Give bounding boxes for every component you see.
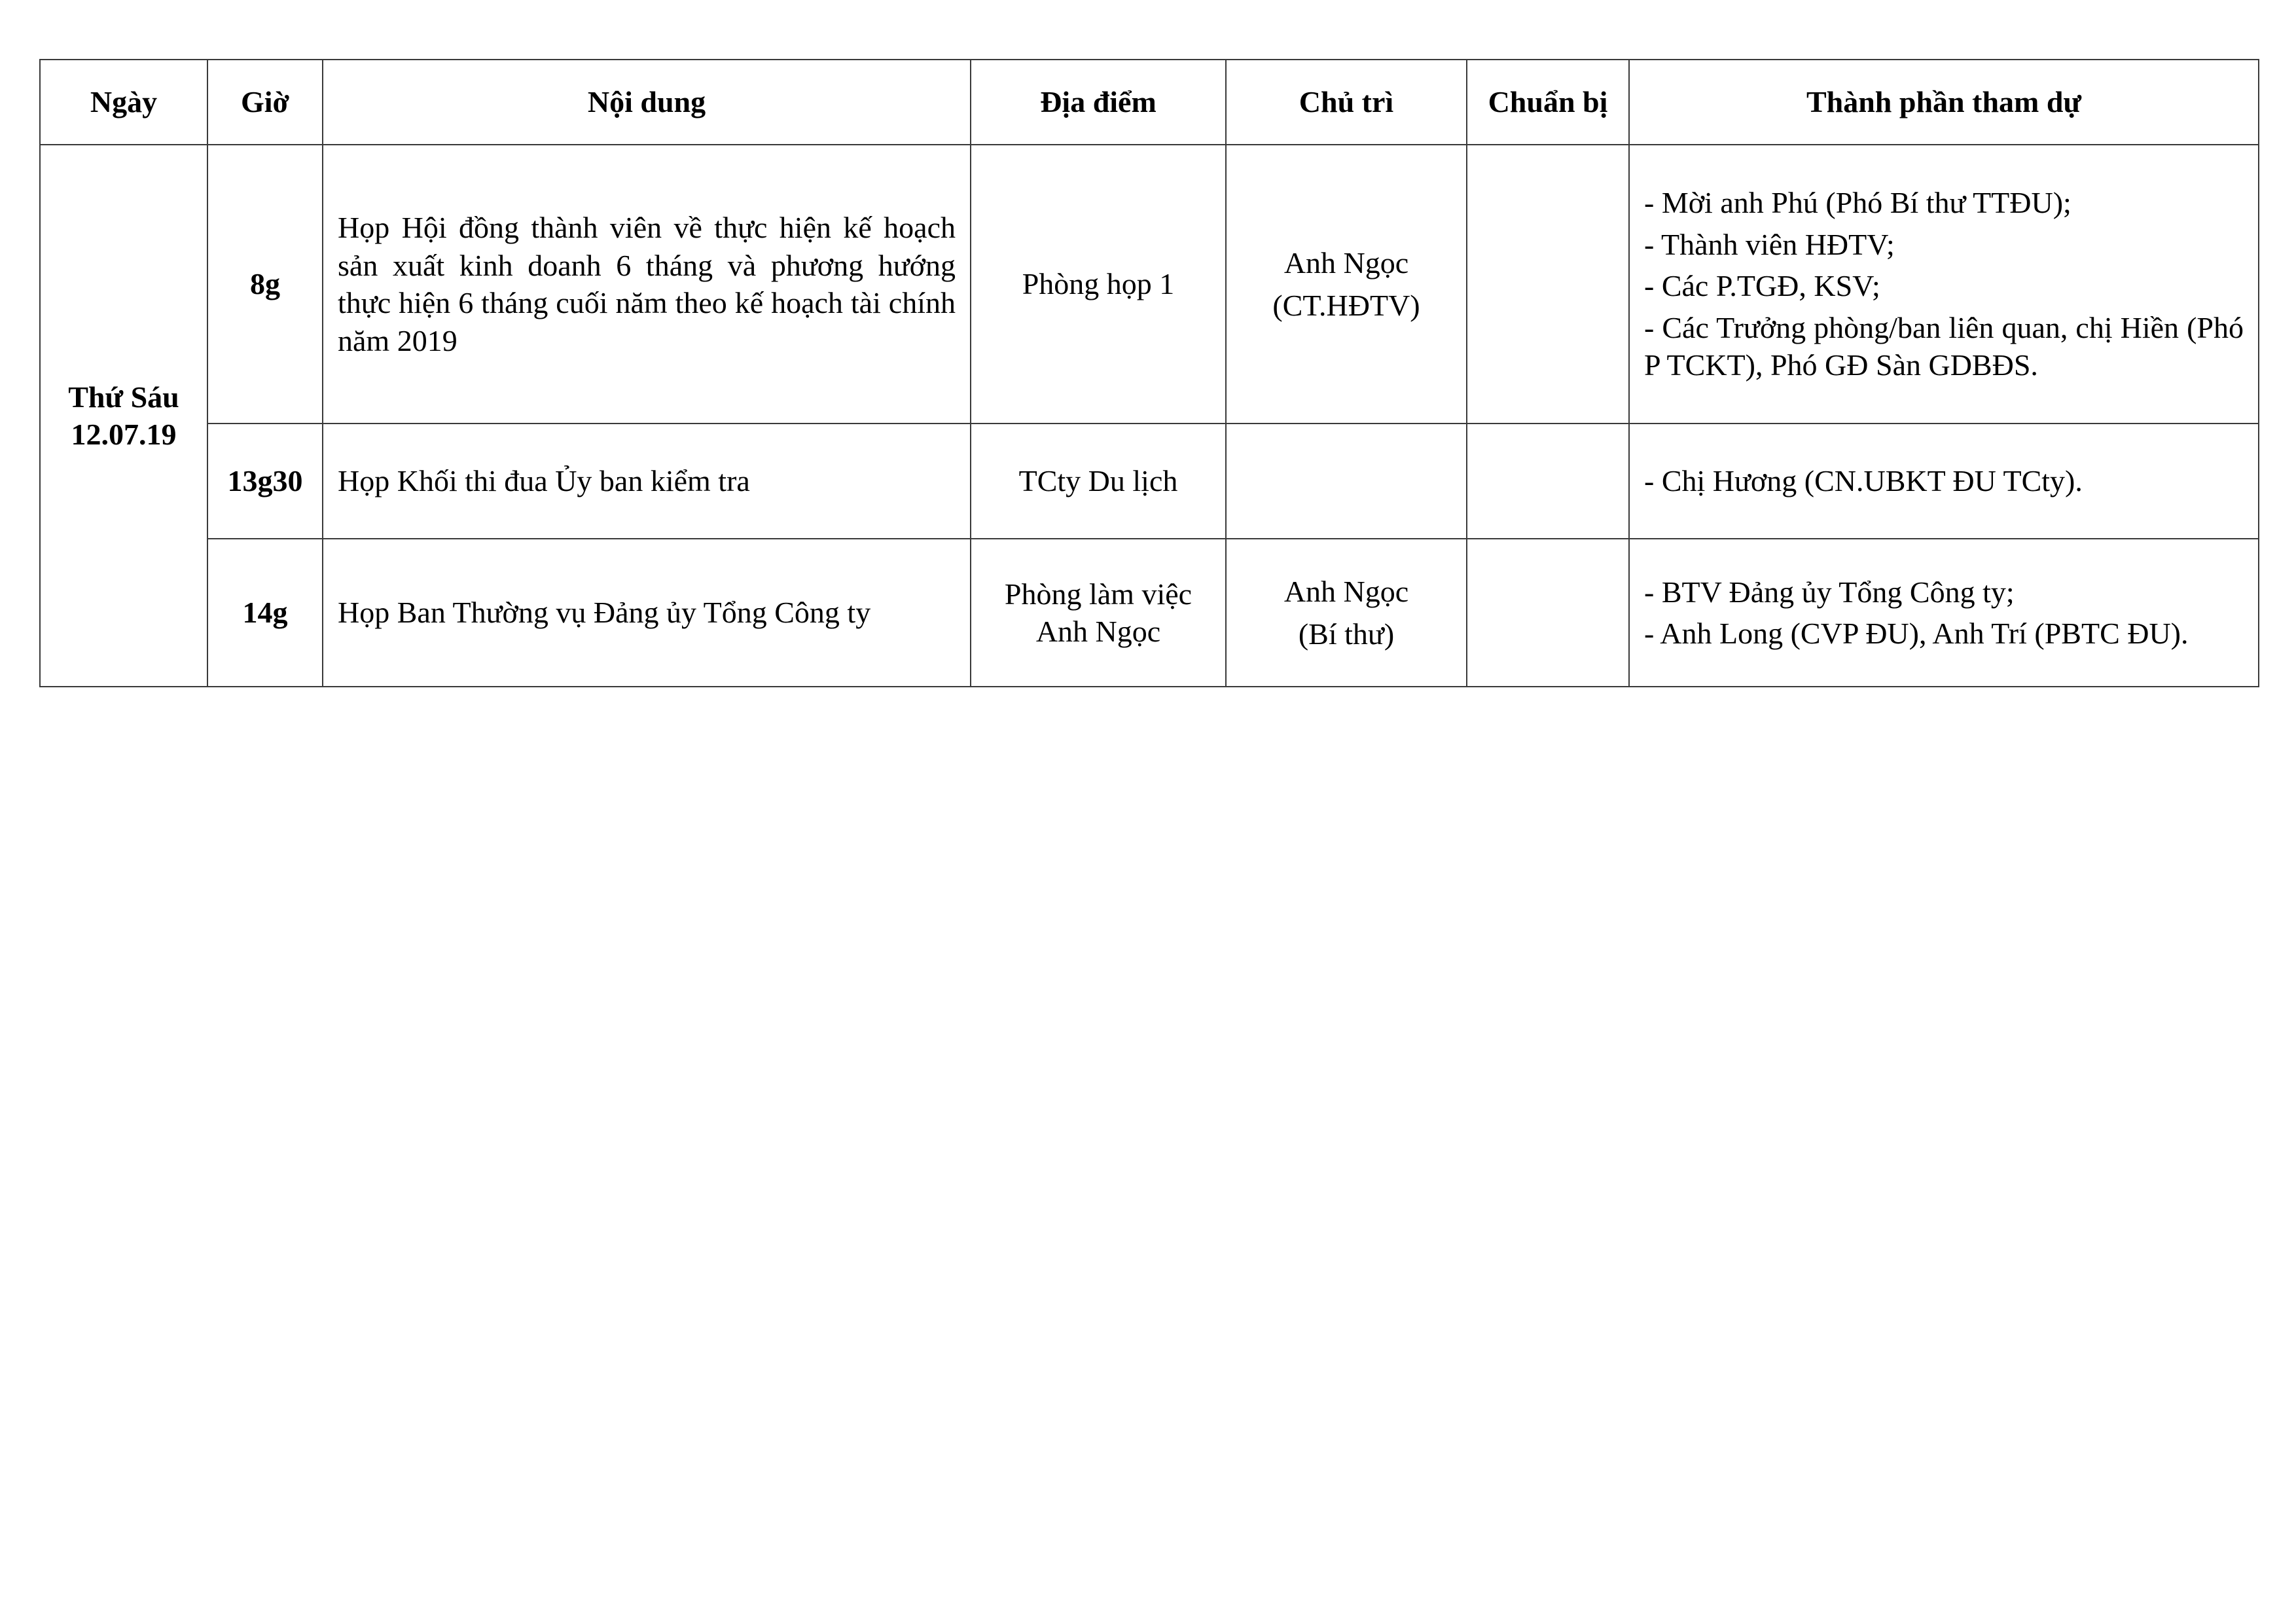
- content-cell: Họp Ban Thường vụ Đảng ủy Tổng Công ty: [323, 539, 971, 687]
- header-place: Địa điểm: [971, 60, 1226, 145]
- prep-cell: [1467, 145, 1629, 424]
- header-day: Ngày: [40, 60, 207, 145]
- table-row: [40, 145, 2259, 424]
- chair-name: Anh Ngọc: [1283, 574, 1409, 608]
- place-cell: Phòng họp 1: [971, 145, 1226, 424]
- table-row: [40, 424, 2259, 539]
- place-cell: Phòng làm việc Anh Ngọc: [971, 539, 1226, 687]
- time-cell: 13g30: [207, 424, 323, 539]
- header-time: Giờ: [207, 60, 323, 145]
- attendee-item: - Thành viên HĐTV;: [1644, 227, 1895, 261]
- time-cell: 14g: [207, 539, 323, 687]
- attendee-item: - Các Trưởng phòng/ban liên quan, chị Hiền (Phó P TCKT), Phó GĐ Sàn GDBĐS.: [1644, 310, 2244, 382]
- table-row: [40, 539, 2259, 687]
- day-cell: [40, 145, 207, 687]
- chair-title: (Bí thư): [1298, 617, 1395, 651]
- content-cell: Họp Hội đồng thành viên về thực hiện kế hoạch sản xuất kinh doanh 6 tháng và phương hướng thực hiện 6 tháng cuối năm theo kế hoạch tài chính năm 2019: [323, 145, 971, 424]
- attendee-item: - Các P.TGĐ, KSV;: [1644, 269, 1880, 303]
- place-cell: TCty Du lịch: [971, 424, 1226, 539]
- header-content: Nội dung: [323, 60, 971, 145]
- header-row: [40, 60, 2259, 145]
- attendees-cell: [1629, 145, 2259, 424]
- header-prep: Chuẩn bị: [1467, 60, 1629, 145]
- day-name: Thứ Sáu: [68, 380, 179, 414]
- attendees-cell: [1629, 424, 2259, 539]
- attendee-item: - BTV Đảng ủy Tổng Công ty;: [1644, 575, 2015, 609]
- attendee-item: - Mời anh Phú (Phó Bí thư TTĐU);: [1644, 186, 2072, 220]
- chair-title: (CT.HĐTV): [1272, 289, 1420, 322]
- chair-cell: [1226, 145, 1467, 424]
- attendees-cell: [1629, 539, 2259, 687]
- time-cell: 8g: [207, 145, 323, 424]
- content-cell: Họp Khối thi đua Ủy ban kiểm tra: [323, 424, 971, 539]
- day-date: 12.07.19: [71, 418, 177, 451]
- schedule-table: [39, 59, 2259, 687]
- chair-name: Anh Ngọc: [1283, 245, 1409, 280]
- chair-cell: [1226, 424, 1467, 539]
- attendee-item: - Anh Long (CVP ĐU), Anh Trí (PBTC ĐU).: [1644, 617, 2189, 650]
- attendee-item: - Chị Hương (CN.UBKT ĐU TCty).: [1644, 464, 2083, 498]
- chair-cell: [1226, 539, 1467, 687]
- header-attendees: Thành phần tham dự: [1629, 60, 2259, 145]
- prep-cell: [1467, 424, 1629, 539]
- header-chair: Chủ trì: [1226, 60, 1467, 145]
- prep-cell: [1467, 539, 1629, 687]
